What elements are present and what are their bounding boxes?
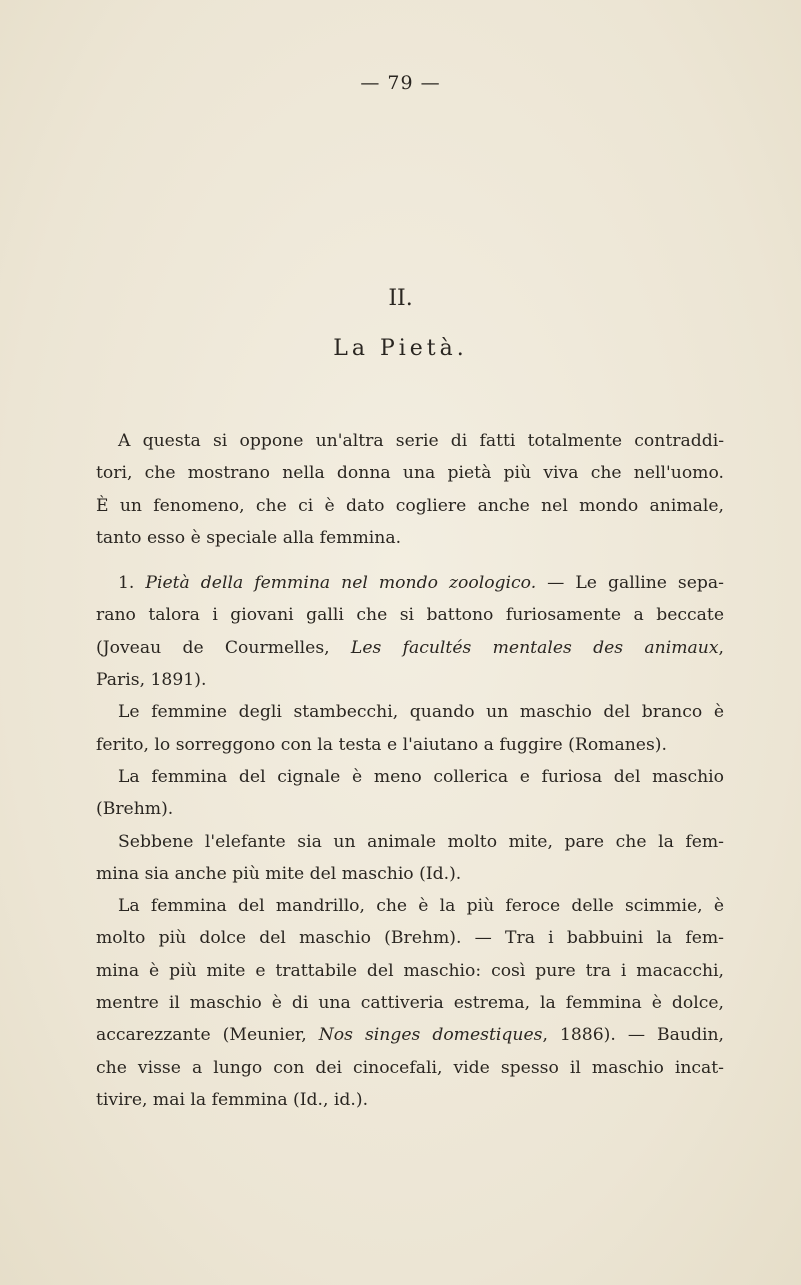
paragraph-intro	[96, 425, 724, 554]
text-line: ferito, lo sorreggono con la testa e l'aiutano a fuggire (Romanes).	[96, 734, 667, 755]
text-line: tori, che mostrano nella donna una pietà più viva che nell'uomo.	[96, 463, 724, 484]
text-line: La femmina del mandrillo, che è la più feroce delle scimmie, è	[118, 896, 724, 917]
text-line: molto più dolce del maschio (Brehm). — Tra i babbuini la fem-	[96, 928, 724, 949]
book-title: Les facultés mentales des animaux	[350, 637, 719, 658]
text-line: mina sia anche più mite del maschio (Id.).	[96, 863, 462, 884]
text-line	[96, 632, 724, 664]
text-line: rano talora i giovani galli che si battono furiosamente a beccate	[96, 605, 724, 626]
text-line: mina è più mite e trattabile del maschio: così pure tra i macacchi,	[96, 960, 724, 981]
text-line: Paris, 1891).	[96, 670, 207, 691]
text-line: (Brehm).	[96, 799, 174, 820]
text-span: , 1886). — Baudin,	[542, 1025, 725, 1046]
page-number: — 79 —	[360, 72, 441, 94]
section-heading: Pietà della femmina nel mondo zoologico.	[145, 573, 537, 594]
section-number: 1.	[118, 573, 146, 594]
body-text	[96, 425, 724, 1116]
book-title: Nos singes domestiques	[318, 1025, 543, 1046]
text-line	[96, 567, 724, 599]
text-line: La femmina del cignale è meno collerica e furiosa del maschio	[118, 766, 724, 787]
chapter-title: La Pietà.	[333, 336, 468, 361]
text-line: Sebbene l'elefante sia un animale molto mite, pare che la fem-	[118, 831, 724, 852]
text-line: tivire, mai la femmina (Id., id.).	[96, 1089, 369, 1110]
text-line	[96, 1019, 724, 1051]
text-span: ,	[718, 637, 724, 658]
text-span: (Joveau de Courmelles,	[96, 637, 351, 658]
text-line: mentre il maschio è di una cattiveria estrema, la femmina è dolce,	[96, 993, 724, 1014]
text-line: Le femmine degli stambecchi, quando un maschio del branco è	[118, 702, 724, 723]
text-line: A questa si oppone un'altra serie di fatti totalmente contraddi-	[118, 431, 724, 451]
paragraph-section-1	[96, 567, 724, 696]
text-span: — Le galline sepa-	[536, 573, 724, 594]
chapter-number: II.	[388, 286, 413, 311]
paragraph-cignale	[96, 761, 724, 826]
text-span: accarezzante (Meunier,	[96, 1025, 319, 1046]
text-line: tanto esso è speciale alla femmina.	[96, 527, 402, 548]
paragraph-elefante	[96, 826, 724, 891]
text-line: È un fenomeno, che ci è dato cogliere anche nel mondo animale,	[96, 495, 724, 516]
text-line: che visse a lungo con dei cinocefali, vide spesso il maschio incat-	[96, 1057, 724, 1078]
paragraph-stambecchi	[96, 696, 724, 761]
paragraph-mandrillo	[96, 890, 724, 1116]
